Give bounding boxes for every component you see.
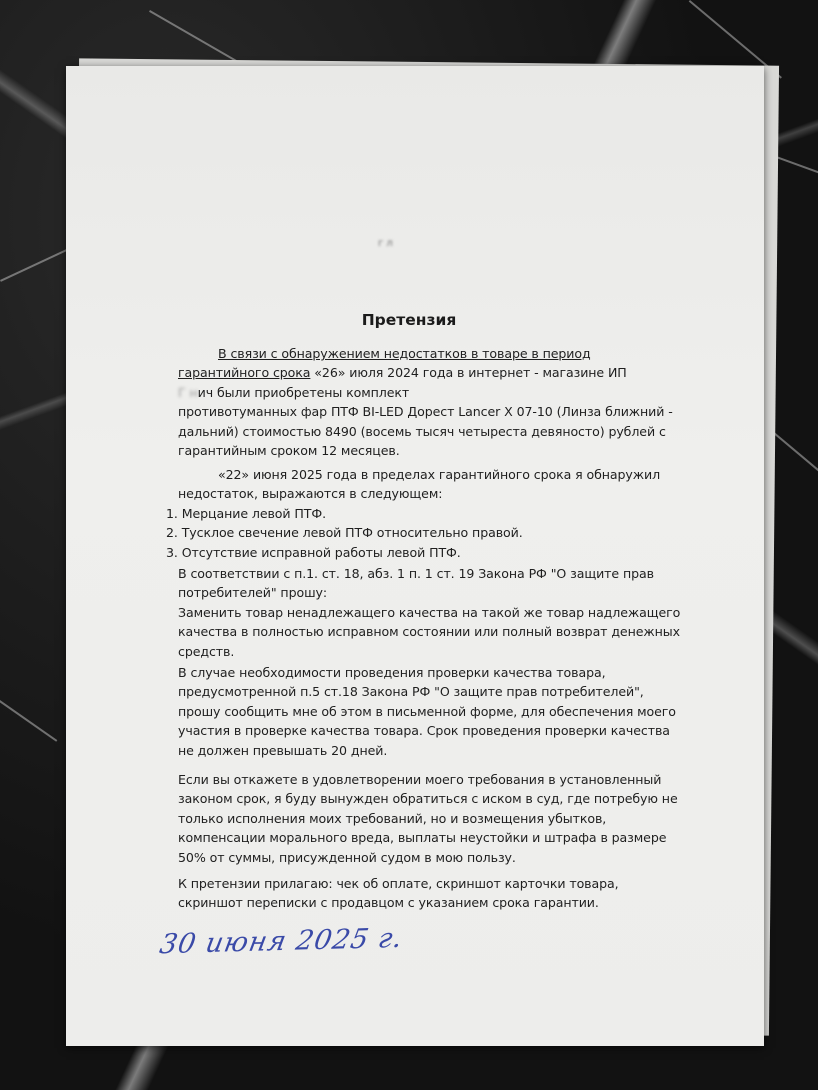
underlined-text: В связи с обнаружением недостатков в товаре в период <box>218 346 591 361</box>
text-line: гарантийным сроком 12 месяцев. <box>178 443 400 459</box>
text-line: компенсации морального вреда, выплаты неустойки и штрафа в размере <box>178 830 667 846</box>
text-line: законом срок, я буду вынужден обратиться с иском в суд, где потребую не <box>178 791 678 807</box>
text-line: потребителей" прошу: <box>178 585 327 601</box>
defect-item: 2. Тусклое свечение левой ПТФ относительно правой. <box>166 525 523 541</box>
text-line: недостаток, выражаются в следующем: <box>178 486 443 502</box>
handwritten-date: 30 июня 2025 г. <box>157 922 406 961</box>
redacted-name: Г н <box>178 384 198 400</box>
underlined-text: гарантийного срока <box>178 365 311 381</box>
text-line: участия в проверке качества товара. Срок проведения проверки качества <box>178 723 670 739</box>
text-line: качества в полностью исправном состоянии или полный возврат денежных <box>178 624 680 640</box>
text-line: Если вы откажете в удовлетворении моего требования в установленный <box>178 772 662 787</box>
paragraph-court <box>178 770 678 867</box>
text-line <box>178 383 658 402</box>
text-line: К претензии прилагаю: чек об оплате, скриншот карточки товара, <box>178 876 619 891</box>
text-line: предусмотренной п.5 ст.18 Закона РФ "О защите прав потребителей", <box>178 684 644 700</box>
defect-item: 3. Отсутствие исправной работы левой ПТФ. <box>166 544 461 560</box>
paragraph-request <box>178 564 681 661</box>
defect-item: 1. Мерцание левой ПТФ. <box>166 505 327 521</box>
text-line: только исполнения моих требований, но и возмещения убытков, <box>178 810 607 826</box>
text-line: Заменить товар ненадлежащего качества на такой же товар надлежащего <box>178 604 681 620</box>
text-line: скриншот переписки с продавцом с указанием срока гарантии. <box>178 895 599 911</box>
paragraph-purchase <box>178 344 673 460</box>
text-line: противотуманных фар ПТФ BI-LED Дорест Lancer X 07-10 (Линза ближний - <box>178 404 673 420</box>
document-title: Претензия <box>361 311 457 329</box>
text-line <box>166 465 661 484</box>
text-fragment: «22» июня 2025 года в пределах гарантийного срока я обнаружил <box>218 467 661 482</box>
text-line: В соответствии с п.1. ст. 18, абз. 1 п. 1 ст. 19 Закона РФ "О защите прав <box>178 566 654 581</box>
text-line <box>178 363 658 382</box>
text-line: прошу сообщить мне об этом в письменной форме, для обеспечения моего <box>178 703 676 719</box>
text-fragment: ич были приобретены комплект <box>197 384 410 400</box>
paragraph-defects <box>166 465 661 562</box>
text-line: 50% от суммы, присужденной судом в мою пользу. <box>178 849 516 865</box>
text-line <box>178 344 658 363</box>
text-fragment: «26» июля 2024 года в интернет - магазине ИП <box>310 365 627 381</box>
paragraph-inspection <box>178 663 676 760</box>
text-line: не должен превышать 20 дней. <box>178 742 388 758</box>
redacted-header: г л <box>378 238 393 249</box>
paragraph-attachments <box>178 874 658 913</box>
text-line: средств. <box>178 643 235 659</box>
text-line: В случае необходимости проведения проверки качества товара, <box>178 665 606 680</box>
text-line: дальний) стоимостью 8490 (восемь тысяч четыреста девяносто) рублей с <box>178 423 666 439</box>
